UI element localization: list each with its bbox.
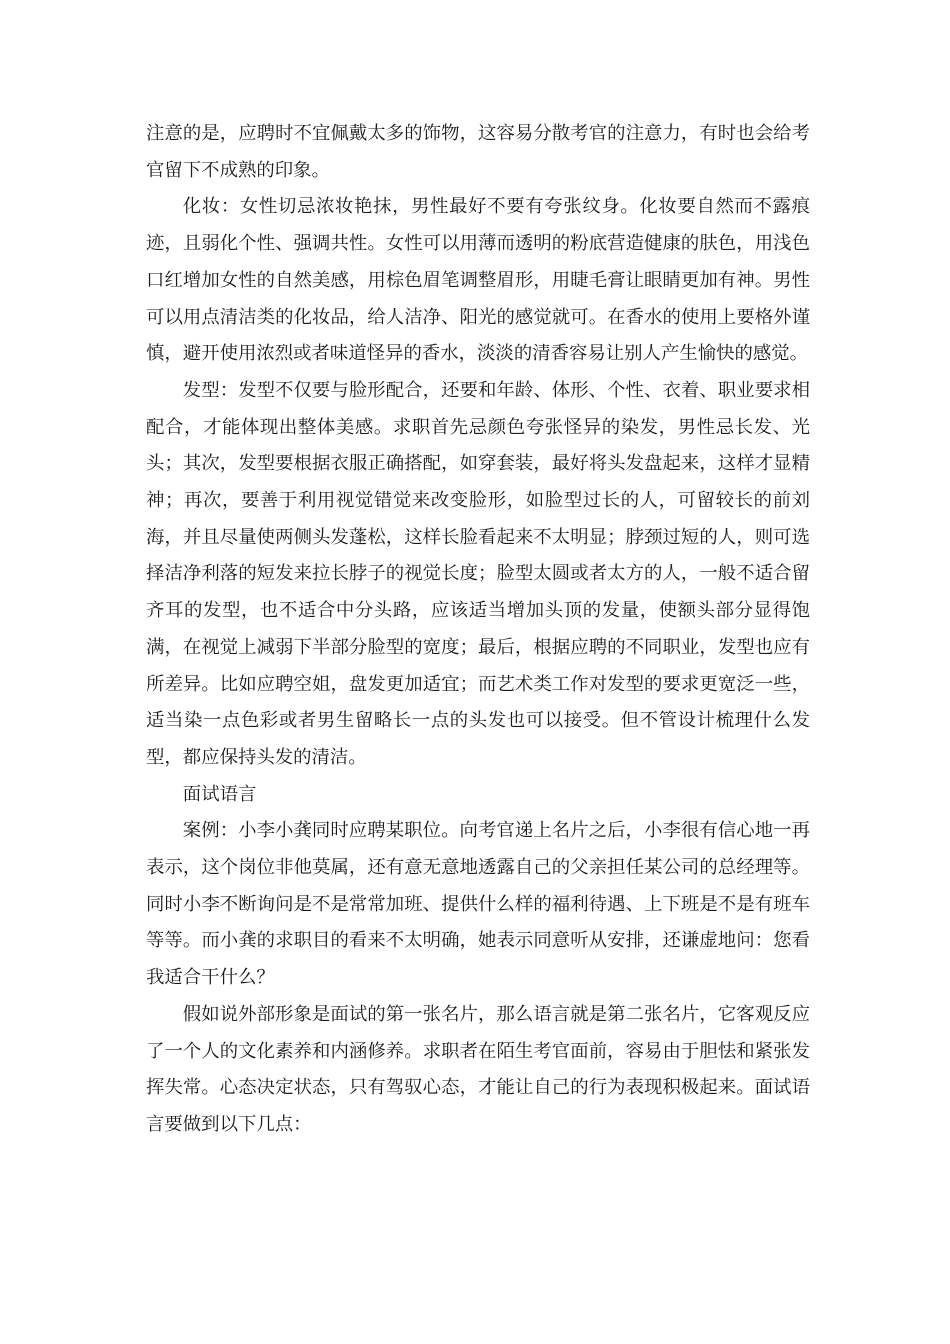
- paragraph-makeup: 化妆：女性切忌浓妆艳抹，男性最好不要有夸张纹身。化妆要自然而不露痕迹，且弱化个性、强调共性。女性可以用薄而透明的粉底营造健康的肤色，用浅色口红增加女性的自然美感，用棕色眉笔调整眉形，用睫毛膏让眼睛更加有神。男性可以用点清洁类的化妆品，给人洁净、阳光的感觉就可。在香水的使用上要格外谨慎，避开使用浓烈或者味道怪异的香水，淡淡的清香容易让别人产生愉快的感觉。: [146, 196, 810, 365]
- paragraph-language-intro: 假如说外部形象是面试的第一张名片，那么语言就是第二张名片，它客观反应了一个人的文化素养和内涵修养。求职者在陌生考官面前，容易由于胆怯和紧张发挥失常。心态决定状态，只有驾驭心态，才能让自己的行为表现积极起来。面试语言要做到以下几点：: [146, 1003, 810, 1135]
- paragraph-accessories-continued: 注意的是，应聘时不宜佩戴太多的饰物，这容易分散考官的注意力，有时也会给考官留下不成熟的印象。: [146, 123, 810, 181]
- paragraph-case-study: 案例：小李小龚同时应聘某职位。向考官递上名片之后，小李很有信心地一再表示，这个岗位非他莫属，还有意无意地透露自己的父亲担任某公司的总经理等。同时小李不断询问是不是常常加班、提供什么样的福利待遇、上下班是不是有班车等等。而小龚的求职目的看来不太明确，她表示同意听从安排，还谦虚地问：您看我适合干什么？: [146, 820, 810, 989]
- section-heading-interview-language: 面试语言: [182, 783, 257, 805]
- paragraph-hairstyle: 发型：发型不仅要与脸形配合，还要和年龄、体形、个性、衣着、职业要求相配合，才能体现出整体美感。求职首先忌颜色夸张怪异的染发，男性忌长发、光头；其次，发型要根据衣服正确搭配，如穿套装，最好将头发盘起来，这样才显精神；再次，要善于利用视觉错觉来改变脸形，如脸型过长的人，可留较长的前刘海，并且尽量使两侧头发蓬松，这样长脸看起来不太明显；脖颈过短的人，则可选择洁净利落的短发来拉长脖子的视觉长度；脸型太圆或者太方的人，一般不适合留齐耳的发型，也不适合中分头路，应该适当增加头顶的发量，使额头部分显得饱满，在视觉上减弱下半部分脸型的宽度；最后，根据应聘的不同职业，发型也应有所差异。比如应聘空姐，盘发更加适宜；而艺术类工作对发型的要求更宽泛一些，适当染一点色彩或者男生留略长一点的头发也可以接受。但不管设计梳理什么发型，都应保持头发的清洁。: [146, 379, 810, 768]
- document-page: [146, 116, 810, 1144]
